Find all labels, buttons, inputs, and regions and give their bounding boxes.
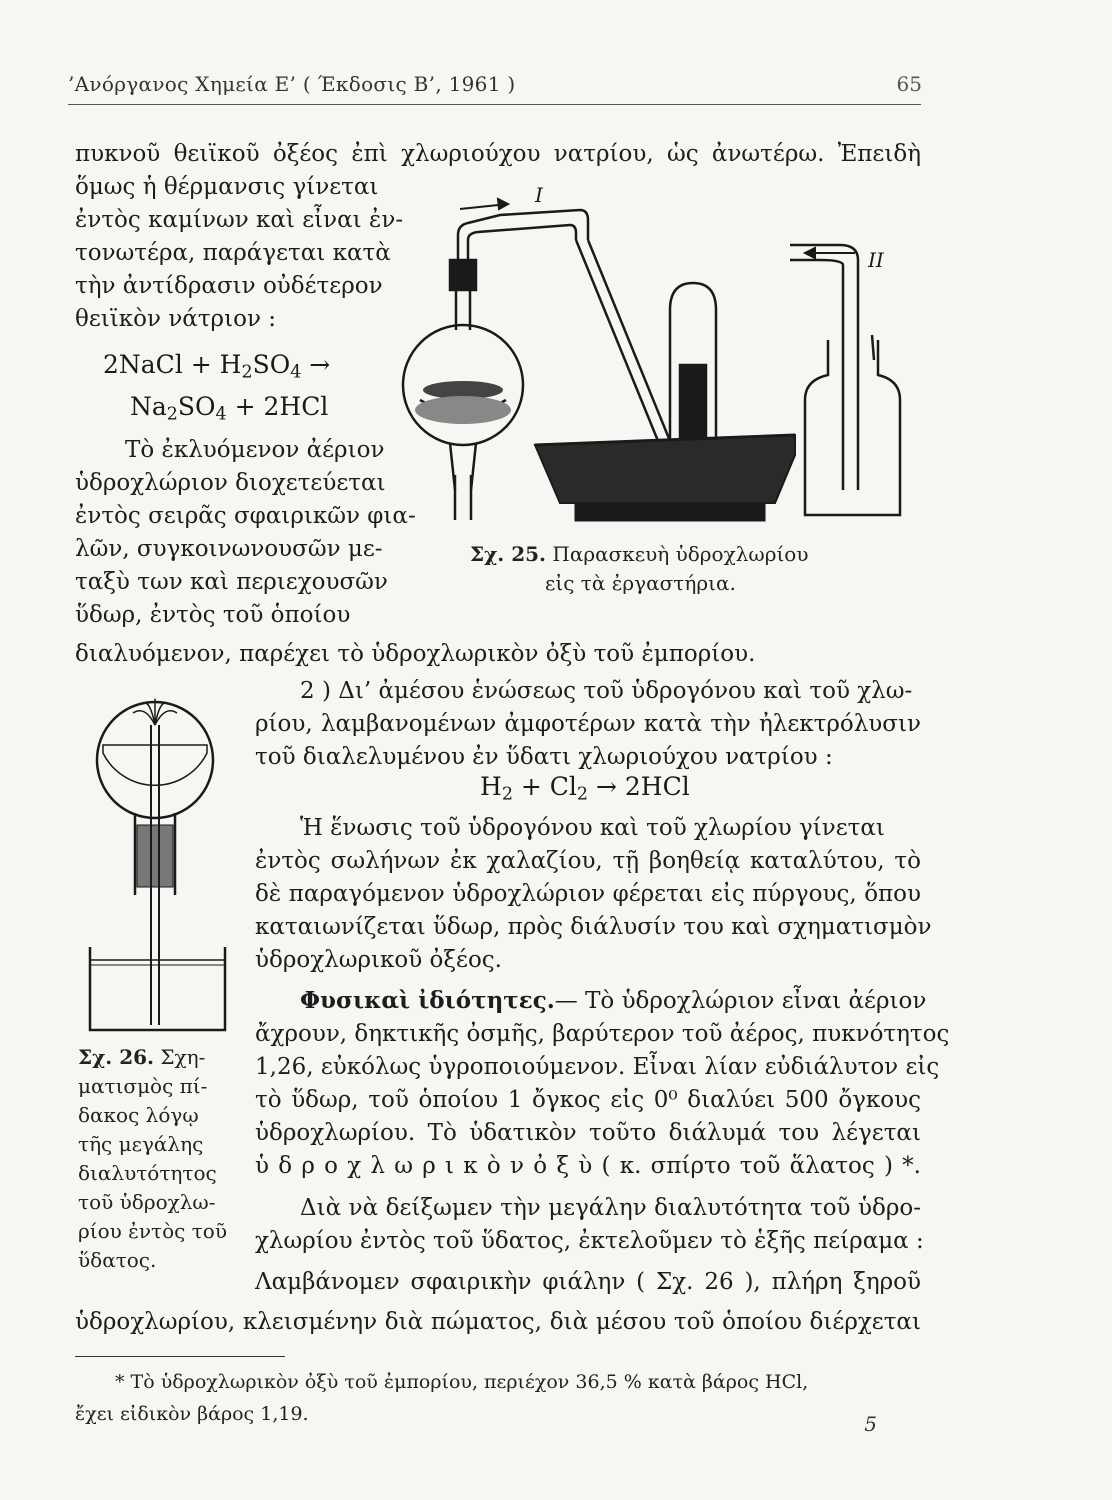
running-title: ’Ανόργανος Χημεία Ε’ ( Έκδοσις Β’, 1961 ) bbox=[68, 72, 516, 96]
arrow-II bbox=[805, 248, 855, 258]
figure-25-caption-line-2: εἰς τὰ ἐργαστήρια. bbox=[545, 571, 736, 595]
intro-line-2: ὅμως ἡ θέρμανσις γίνεται bbox=[75, 174, 379, 200]
properties-line-6: ὑ δ ρ ο χ λ ω ρ ι κ ὸ ν ὀ ξ ὺ ( κ. σπίρτο τοῦ ἅλατος ) *. bbox=[255, 1153, 921, 1179]
footnote-line-2: ἔχει εἰδικὸν βάρος 1,19. bbox=[75, 1403, 309, 1425]
properties-line-5: ὑδροχλωρίου. Τὸ ὑδατικὸν τοῦτο διάλυμά του λέγεται bbox=[255, 1120, 921, 1146]
left-col-line-7: διαλυόμενον, παρέχει τὸ ὑδροχλωρικὸν ὀξὺ τοῦ ἐμπορίου. bbox=[75, 641, 756, 667]
method-2-line-2: ρίου, λαμβανομένων ἀμφοτέρων κατὰ τὴν ἠλεκτρόλυσιν bbox=[255, 711, 921, 737]
synthesis-line-4: καταιωνίζεται ὕδωρ, πρὸς διάλυσίν του καὶ σχηματισμὸν bbox=[255, 914, 932, 940]
intro-line-1: πυκνοῦ θειϊκοῦ ὀξέος ἐπὶ χλωριούχου νατρίου, ὡς ἀνωτέρω. Ἐπειδὴ bbox=[75, 141, 921, 167]
left-col-line-6: ὕδωρ, ἐντὸς τοῦ ὁποίου bbox=[75, 602, 351, 628]
equation-2: $H_2 + Cl_2 \to 2HCl$ bbox=[480, 772, 690, 805]
method-2-line-1: 2 ) Δι’ ἀμέσου ἑνώσεως τοῦ ὑδρογόνου καὶ τοῦ χλω- bbox=[300, 678, 913, 704]
left-col-line-5: ταξὺ των καὶ περιεχουσῶν bbox=[75, 569, 388, 595]
footnote-rule bbox=[75, 1356, 285, 1357]
equation-1-lhs: 2NaCl + $H_2SO_4$ → bbox=[103, 350, 331, 383]
synthesis-line-2: ἐντὸς σωλήνων ἐκ χαλαζίου, τῇ βοηθείᾳ καταλύτου, τὸ bbox=[255, 848, 921, 874]
wash-bottle bbox=[790, 245, 900, 515]
left-col-line-4: λῶν, συγκοινωνουσῶν με- bbox=[75, 536, 383, 562]
properties-line-2: ἄχρουν, δηκτικῆς ὀσμῆς, βαρύτερον τοῦ ἀέρος, πυκνότητος bbox=[255, 1021, 950, 1047]
left-col-line-1: Τὸ ἐκλυόμενον ἀέριον bbox=[125, 437, 385, 463]
properties-line-9: Λαμβάνομεν σφαιρικὴν φιάλην ( Σχ. 26 ), πλήρη ξηροῦ bbox=[255, 1269, 921, 1295]
method-2-line-3: τοῦ διαλελυμένου ἐν ὕδατι χλωριούχου νατρίου : bbox=[255, 744, 833, 770]
footnote bbox=[75, 1366, 921, 1430]
properties-line-10: ὑδροχλωρίου, κλεισμένην διὰ πώματος, διὰ μέσου τοῦ ὁποίου διέρχεται bbox=[75, 1309, 921, 1335]
footnote-line-1: * Τὸ ὑδροχλωρικὸν ὀξὺ τοῦ ἐμπορίου, περιέχον 36,5 % κατὰ βάρος HCl, bbox=[115, 1371, 809, 1393]
label-I: I bbox=[535, 185, 543, 207]
figure-25-apparatus bbox=[400, 185, 920, 530]
flask-contents bbox=[415, 381, 511, 424]
synthesis-line-1: Ἡ ἕνωσις τοῦ ὑδρογόνου καὶ τοῦ χλωρίου γίνεται bbox=[300, 815, 885, 841]
synthesis-line-5: ὑδροχλωρικοῦ ὀξέος. bbox=[255, 947, 502, 973]
synthesis-line-3: δὲ παραγόμενον ὑδροχλώριον φέρεται εἰς πύργους, ὅπου bbox=[255, 881, 921, 907]
water-trough bbox=[535, 435, 795, 521]
properties-line-1: Φυσικαὶ ἰδιότητες.— Τὸ ὑδροχλώριον εἶναι ἀέριον bbox=[300, 987, 927, 1014]
intro-line-5: τὴν ἀντίδρασιν οὐδέτερον bbox=[75, 273, 383, 299]
page-number: 65 bbox=[896, 72, 922, 96]
stopper bbox=[137, 825, 173, 887]
left-col-line-3: ἐντὸς σειρᾶς σφαιρικῶν φια- bbox=[75, 503, 416, 529]
properties-line-3: 1,26, εὐκόλως ὑγροποιούμενον. Εἶναι λίαν εὐδιάλυτον εἰς bbox=[255, 1054, 940, 1080]
properties-line-4: τὸ ὕδωρ, τοῦ ὁποίου 1 ὄγκος εἰς 0⁰ διαλύει 500 ὄγκους bbox=[255, 1087, 921, 1113]
label-II: II bbox=[868, 248, 884, 272]
figure-26-number: Σχ. 26. bbox=[78, 1045, 155, 1069]
figure-25-number: Σχ. 25. bbox=[470, 542, 547, 566]
properties-heading: Φυσικαὶ ἰδιότητες. bbox=[300, 987, 555, 1014]
equation-1-rhs: $Na_2SO_4 + 2HCl$ bbox=[130, 392, 329, 425]
intro-line-4: τονωτέρα, παράγεται κατὰ bbox=[75, 240, 391, 266]
arrow-I bbox=[460, 199, 508, 209]
left-col-line-2: ὑδροχλώριον διοχετεύεται bbox=[75, 470, 386, 496]
water-beaker bbox=[90, 947, 225, 1030]
properties-line-7: Διὰ νὰ δείξωμεν τὴν μεγάλην διαλυτότητα τοῦ ὑδρο- bbox=[300, 1195, 921, 1221]
figure-26-caption: Σχ. 26. Σχη- ματισμὸς πί- δακος λόγῳ τῆς μεγάλης διαλυτότητος τοῦ ὑδροχλω- ρίου ἐντὸς τοῦ ὕδατος. bbox=[78, 1045, 227, 1272]
properties-line-8: χλωρίου ἐντὸς τοῦ ὕδατος, ἐκτελοῦμεν τὸ ἑξῆς πείραμα : bbox=[255, 1228, 924, 1254]
figure-26-fountain bbox=[85, 695, 235, 1035]
intro-line-6: θειϊκὸν νάτριον : bbox=[75, 306, 276, 332]
signature-mark: 5 bbox=[864, 1412, 877, 1436]
flask-liquid bbox=[103, 745, 207, 785]
header-rule bbox=[68, 104, 921, 105]
figure-25-caption-line-1: Σχ. 25. Παρασκευὴ ὑδροχλωρίου bbox=[470, 542, 809, 566]
intro-line-3: ἐντὸς καμίνων καὶ εἶναι ἐν- bbox=[75, 207, 404, 233]
